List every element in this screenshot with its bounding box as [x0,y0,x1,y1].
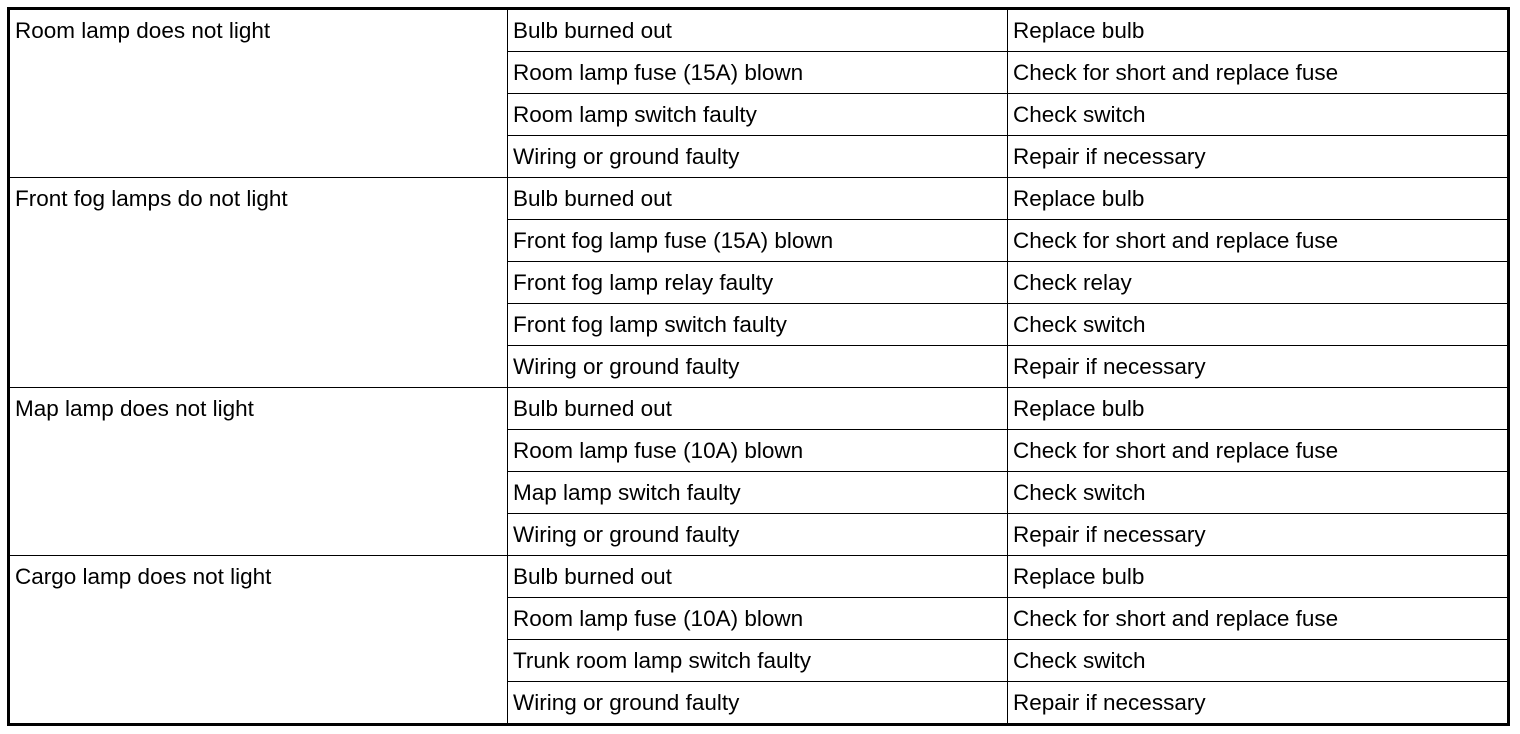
remedy-cell: Repair if necessary [1008,346,1509,388]
cause-cell: Trunk room lamp switch faulty [508,640,1008,682]
cause-cell: Room lamp fuse (10A) blown [508,430,1008,472]
remedy-cell: Check switch [1008,640,1509,682]
cause-cell: Wiring or ground faulty [508,346,1008,388]
cause-cell: Bulb burned out [508,556,1008,598]
remedy-cell: Check for short and replace fuse [1008,430,1509,472]
cause-cell: Room lamp fuse (15A) blown [508,52,1008,94]
remedy-cell: Check switch [1008,94,1509,136]
table-body [9,9,1509,725]
cause-cell: Map lamp switch faulty [508,472,1008,514]
remedy-cell: Repair if necessary [1008,136,1509,178]
symptom-cell: Front fog lamps do not light [9,178,508,388]
remedy-cell: Replace bulb [1008,556,1509,598]
cause-cell: Bulb burned out [508,9,1008,52]
symptom-cell: Map lamp does not light [9,388,508,556]
remedy-cell: Replace bulb [1008,178,1509,220]
cause-cell: Room lamp fuse (10A) blown [508,598,1008,640]
remedy-cell: Repair if necessary [1008,514,1509,556]
remedy-cell: Check for short and replace fuse [1008,598,1509,640]
cause-cell: Front fog lamp fuse (15A) blown [508,220,1008,262]
symptom-cell: Room lamp does not light [9,9,508,178]
cause-cell: Wiring or ground faulty [508,682,1008,725]
table-row [9,388,1509,430]
table-row [9,178,1509,220]
cause-cell: Bulb burned out [508,388,1008,430]
remedy-cell: Replace bulb [1008,9,1509,52]
remedy-cell: Check switch [1008,472,1509,514]
remedy-cell: Check relay [1008,262,1509,304]
remedy-cell: Check switch [1008,304,1509,346]
cause-cell: Front fog lamp switch faulty [508,304,1008,346]
remedy-cell: Check for short and replace fuse [1008,220,1509,262]
table-row [9,9,1509,52]
table-row [9,556,1509,598]
symptom-cell: Cargo lamp does not light [9,556,508,725]
cause-cell: Room lamp switch faulty [508,94,1008,136]
remedy-cell: Repair if necessary [1008,682,1509,725]
remedy-cell: Replace bulb [1008,388,1509,430]
cause-cell: Wiring or ground faulty [508,514,1008,556]
cause-cell: Front fog lamp relay faulty [508,262,1008,304]
cause-cell: Bulb burned out [508,178,1008,220]
troubleshooting-table [7,7,1510,726]
cause-cell: Wiring or ground faulty [508,136,1008,178]
remedy-cell: Check for short and replace fuse [1008,52,1509,94]
